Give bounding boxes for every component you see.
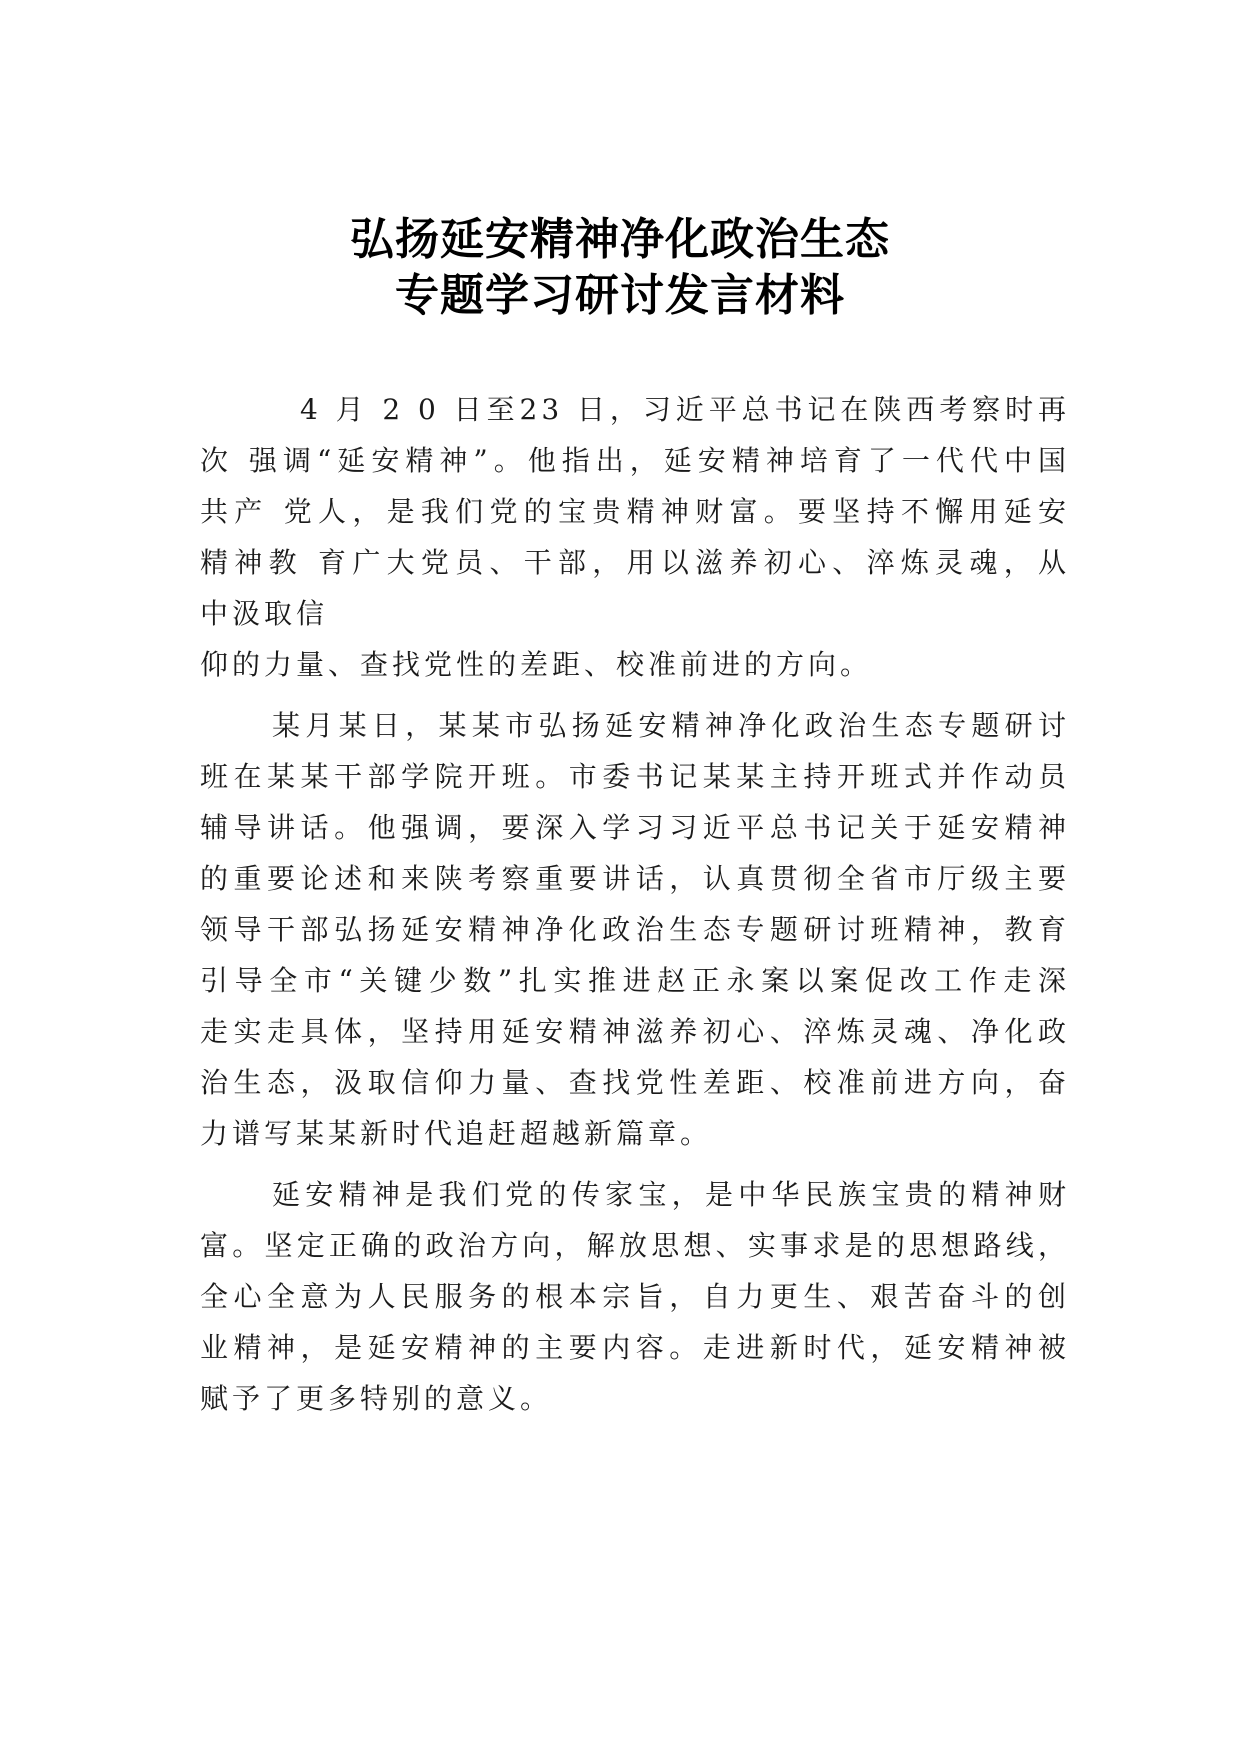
text-line: 富。坚定正确的政治方向，解放思想、实事求是的思想路线， — [200, 1229, 1070, 1262]
paragraph-3 — [200, 1169, 1070, 1424]
text-line: 引导全市“关键少数”扎实推进赵正永案以案促改工作走深 — [200, 964, 1070, 997]
text-line: 辅导讲话。他强调，要深入学习习近平总书记关于延安精神 — [200, 811, 1070, 844]
text-line: 延安精神是我们党的传家宝，是中华民族宝贵的精神财 — [272, 1178, 1070, 1211]
title-line-2: 专题学习研讨发言材料 — [395, 270, 845, 321]
text-line: 共产 党人，是我们党的宝贵精神财富。要坚持不懈用延安 — [200, 495, 1070, 528]
paragraph-2 — [200, 700, 1070, 1159]
text-line: 中汲取信 — [200, 597, 329, 630]
text-line: 4 月 2 0 日至23 日，习近平总书记在陕西考察时再 — [300, 393, 1070, 426]
text-line: 的重要论述和来陕考察重要讲话，认真贯彻全省市厅级主要 — [200, 862, 1070, 895]
text-line: 力谱写某某新时代追赶超越新篇章。 — [200, 1117, 713, 1150]
document-title — [0, 212, 1240, 324]
text-line: 全心全意为人民服务的根本宗旨，自力更生、艰苦奋斗的创 — [200, 1280, 1070, 1313]
text-line: 某月某日，某某市弘扬延安精神净化政治生态专题研讨 — [272, 709, 1070, 742]
text-line: 精神教 育广大党员、干部，用以滋养初心、淬炼灵魂，从 — [200, 546, 1070, 579]
title-line-1: 弘扬延安精神净化政治生态 — [350, 214, 890, 265]
text-line: 赋予了更多特别的意义。 — [200, 1382, 553, 1415]
paragraph-1 — [200, 384, 1070, 690]
text-line: 走实走具体，坚持用延安精神滋养初心、淬炼灵魂、净化政 — [200, 1015, 1070, 1048]
text-line: 领导干部弘扬延安精神净化政治生态专题研讨班精神，教育 — [200, 913, 1070, 946]
text-line: 业精神，是延安精神的主要内容。走进新时代，延安精神被 — [200, 1331, 1070, 1364]
text-line: 治生态，汲取信仰力量、查找党性差距、校准前进方向，奋 — [200, 1066, 1070, 1099]
text-line: 班在某某干部学院开班。市委书记某某主持开班式并作动员 — [200, 760, 1070, 793]
text-line: 次 强调“延安精神”。他指出，延安精神培育了一代代中国 — [200, 444, 1070, 477]
text-line: 仰的力量、查找党性的差距、校准前进的方向。 — [200, 648, 873, 681]
document-body — [200, 384, 1070, 1434]
